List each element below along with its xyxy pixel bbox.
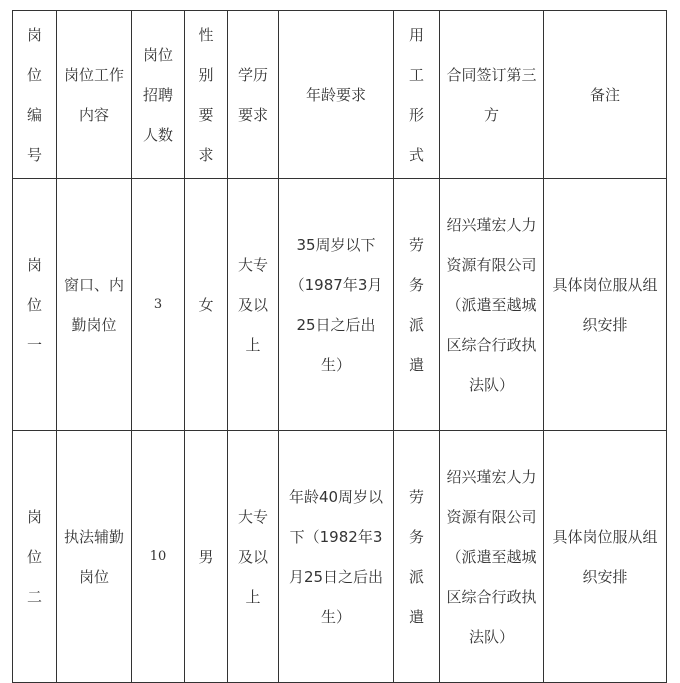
cell-contract-party: 绍兴瑾宏人力资源有限公司（派遣至越城区综合行政执法队） (440, 179, 544, 431)
cell-age: 年龄40周岁以下（1982年3月25日之后出生） (279, 431, 394, 683)
cell-employment: 劳务派遣 (394, 179, 440, 431)
cell-remarks: 具体岗位服从组织安排 (544, 179, 667, 431)
cell-education: 大专及以上 (228, 179, 279, 431)
cell-position-no: 岗位一 (13, 179, 57, 431)
cell-remarks: 具体岗位服从组织安排 (544, 431, 667, 683)
header-age: 年龄要求 (279, 11, 394, 179)
header-gender: 性别要求 (185, 11, 228, 179)
cell-headcount: 10 (132, 431, 185, 683)
recruitment-table (12, 10, 667, 683)
table-row (13, 179, 667, 431)
cell-age: 35周岁以下（1987年3月25日之后出生） (279, 179, 394, 431)
header-remarks: 备注 (544, 11, 667, 179)
header-employment: 用工形式 (394, 11, 440, 179)
cell-gender: 男 (185, 431, 228, 683)
cell-headcount: 3 (132, 179, 185, 431)
header-row (13, 11, 667, 179)
cell-job-content: 窗口、内勤岗位 (57, 179, 132, 431)
table-row (13, 431, 667, 683)
cell-gender: 女 (185, 179, 228, 431)
header-position-no: 岗位编号 (13, 11, 57, 179)
header-job-content: 岗位工作内容 (57, 11, 132, 179)
cell-position-no: 岗位二 (13, 431, 57, 683)
header-headcount: 岗位招聘人数 (132, 11, 185, 179)
header-education: 学历要求 (228, 11, 279, 179)
cell-contract-party: 绍兴瑾宏人力资源有限公司（派遣至越城区综合行政执法队） (440, 431, 544, 683)
cell-employment: 劳务派遣 (394, 431, 440, 683)
cell-job-content: 执法辅勤岗位 (57, 431, 132, 683)
header-contract-party: 合同签订第三方 (440, 11, 544, 179)
cell-education: 大专及以上 (228, 431, 279, 683)
